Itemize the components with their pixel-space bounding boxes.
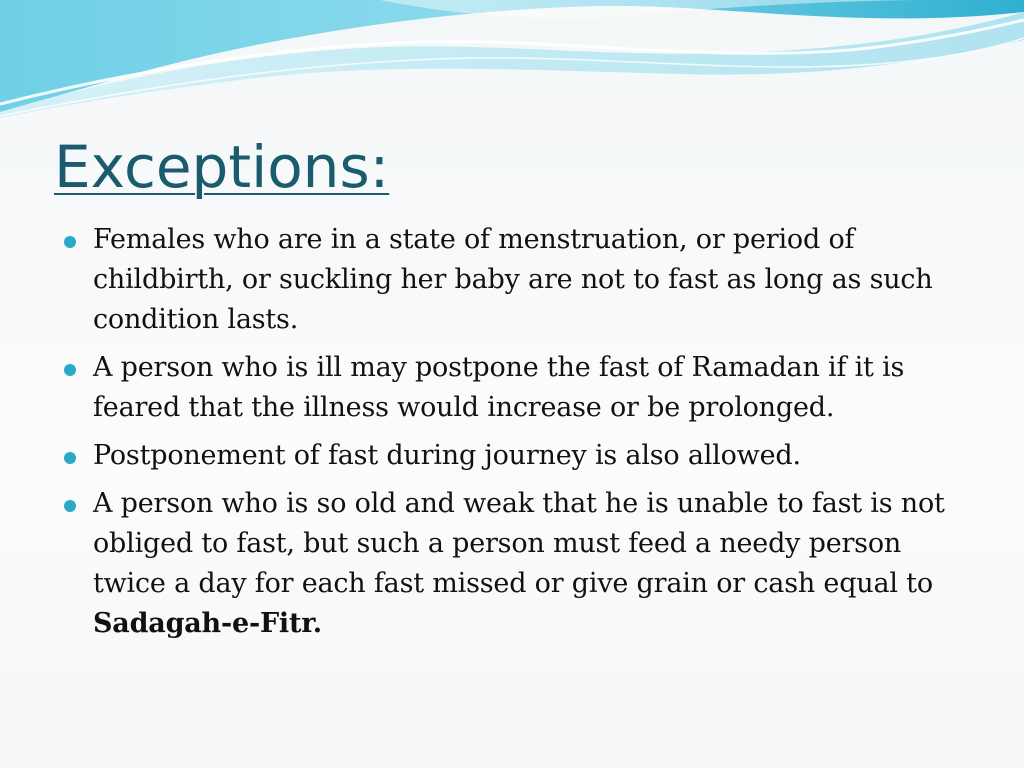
slide-title: Exceptions: — [54, 133, 390, 201]
bullet-text: Postponement of fast during journey is also allowed. — [93, 440, 801, 471]
bullet-text — [93, 488, 945, 639]
bullet-item — [64, 436, 964, 476]
bullet-text-regular: A person who is so old and weak that he is unable to fast is not obliged to fast, but such a person must feed a needy person twice a day for each fast missed or give grain or cash equal to — [93, 488, 945, 599]
bullet-item — [64, 484, 964, 644]
bullet-item — [64, 220, 964, 340]
bullet-list — [64, 220, 964, 652]
bullet-dot-icon — [64, 364, 76, 376]
bullet-text-bold-term: Sadagah-e-Fitr. — [93, 608, 323, 639]
decorative-wave-banner — [0, 0, 1024, 130]
bullet-text: A person who is ill may postpone the fast of Ramadan if it is feared that the illness would increase or be prolonged. — [93, 352, 905, 423]
bullet-dot-icon — [64, 452, 76, 464]
bullet-dot-icon — [64, 500, 76, 512]
bullet-item — [64, 348, 964, 428]
bullet-text: Females who are in a state of menstruation, or period of childbirth, or suckling her baby are not to fast as long as such condition lasts. — [93, 224, 933, 335]
bullet-dot-icon — [64, 236, 76, 248]
